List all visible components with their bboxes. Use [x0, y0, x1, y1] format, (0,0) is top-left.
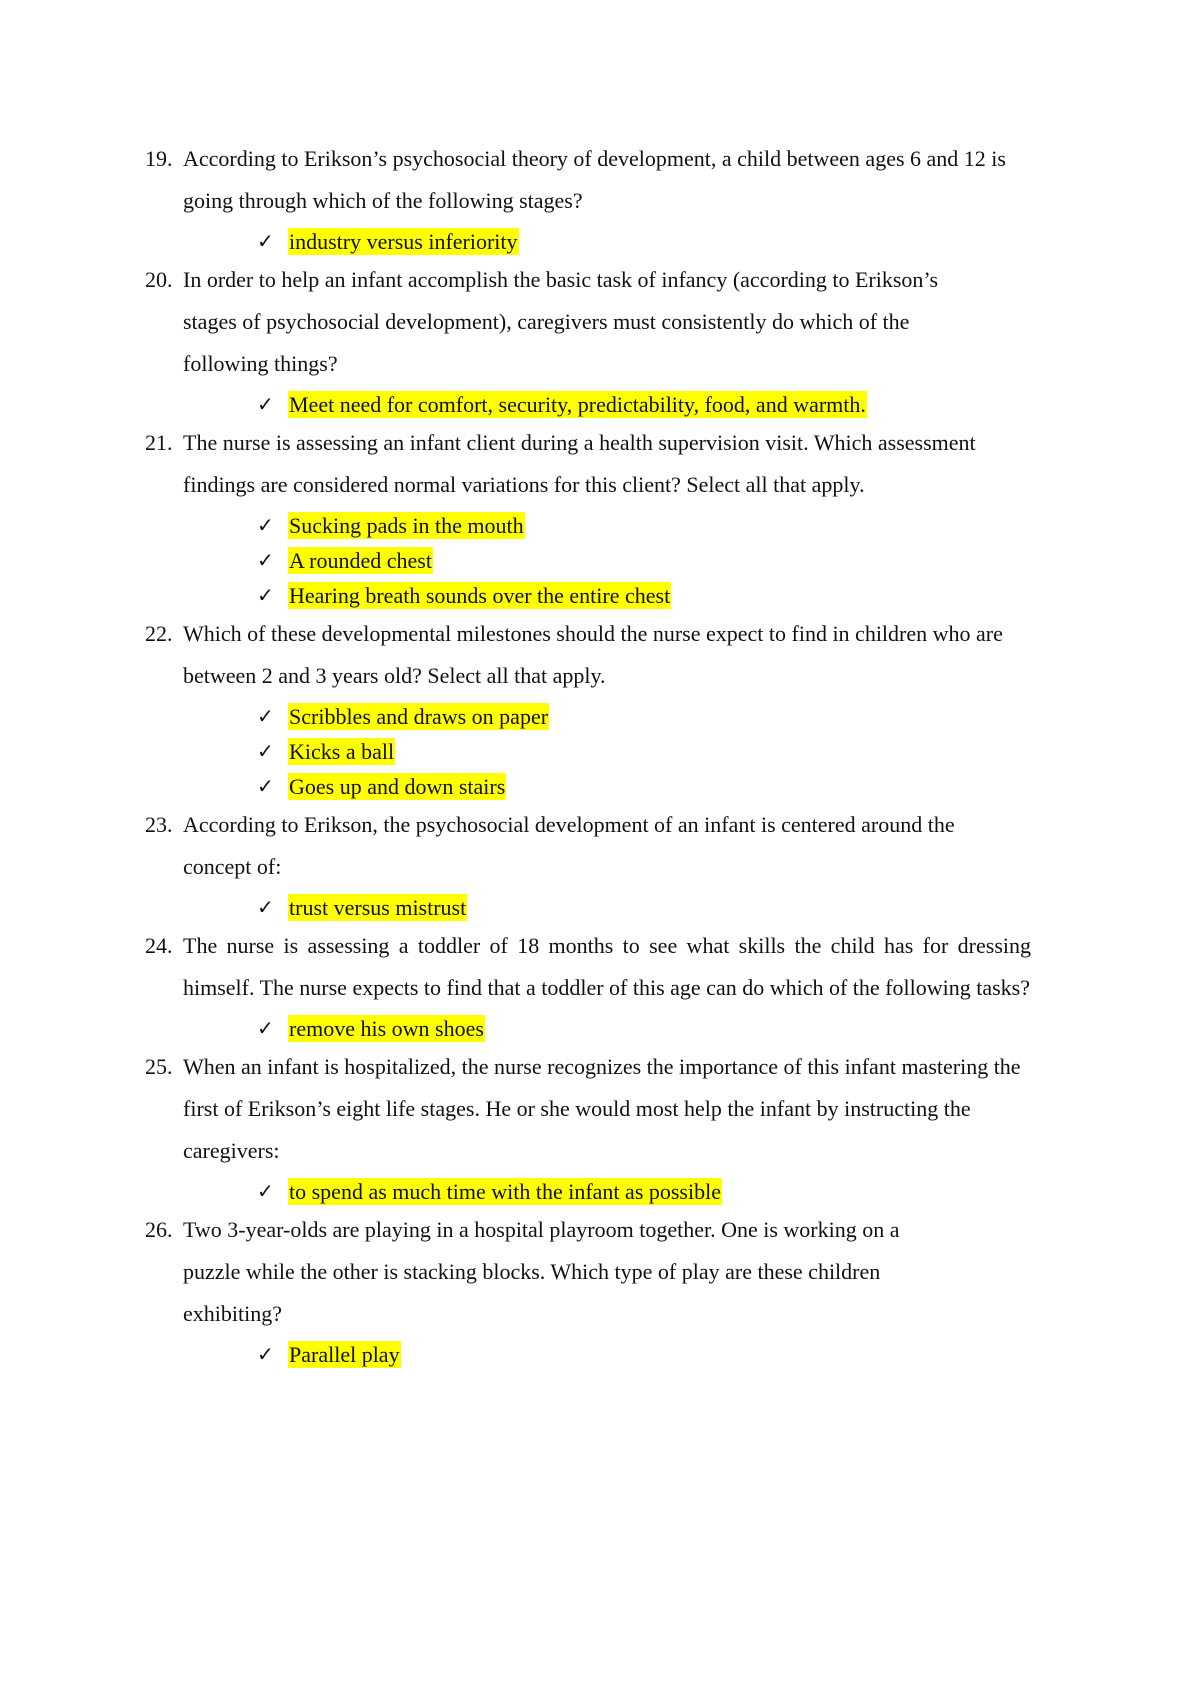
answer-list [183, 697, 1075, 804]
question-text: According to Erikson, the psychosocial development of an infant is centered around the concept of: [183, 812, 955, 879]
answer-item [257, 734, 1075, 769]
highlighted-answer: Goes up and down stairs [289, 774, 506, 799]
question-text: Two 3-year-olds are playing in a hospital playroom together. One is working on a puzzle while the other is stacking blocks. Which type of play are these children exhibiting? [183, 1217, 900, 1326]
answer-list [183, 222, 1075, 259]
check-mark-icon: ✓ [257, 392, 274, 416]
question-20 [145, 259, 1075, 422]
highlighted-answer: to spend as much time with the infant as possible [289, 1179, 721, 1204]
highlighted-answer: A rounded chest [289, 548, 432, 573]
check-mark-icon: ✓ [257, 548, 274, 572]
question-text: The nurse is assessing an infant client during a health supervision visit. Which assessment findings are considered normal variations for this client? Select all that apply. [183, 430, 976, 497]
question-number: 24. [145, 933, 173, 958]
answer-item [257, 769, 1075, 804]
answer-list [183, 1009, 1075, 1046]
answer-item [257, 890, 1075, 925]
highlighted-answer: trust versus mistrust [289, 895, 467, 920]
answer-list [183, 1335, 1075, 1372]
answer-list [183, 385, 1075, 422]
answer-item [257, 699, 1075, 734]
question-text: Which of these developmental milestones should the nurse expect to find in children who are between 2 and 3 years old? Select all that apply. [183, 621, 1003, 688]
highlighted-answer: Kicks a ball [289, 739, 395, 764]
answer-item [257, 1337, 1075, 1372]
check-mark-icon: ✓ [257, 1016, 274, 1040]
question-number: 20. [145, 267, 173, 292]
question-text: The nurse is assessing a toddler of 18 months to see what skills the child has for dressing himself. The nurse expects to find that a toddler of this age can do which of the following tasks? [183, 933, 1031, 1000]
question-number: 25. [145, 1054, 173, 1079]
check-mark-icon: ✓ [257, 583, 274, 607]
question-text: When an infant is hospitalized, the nurse recognizes the importance of this infant mastering the first of Erikson’s eight life stages. He or she would most help the infant by instructing the caregivers: [183, 1054, 1021, 1163]
question-number: 26. [145, 1217, 173, 1242]
highlighted-answer: Hearing breath sounds over the entire chest [289, 583, 671, 608]
answer-item [257, 1011, 1075, 1046]
answer-item [257, 508, 1075, 543]
question-number: 22. [145, 621, 173, 646]
question-list [145, 138, 1075, 1372]
question-text: In order to help an infant accomplish the basic task of infancy (according to Erikson’s stages of psychosocial development), caregivers must consistently do which of the following things? [183, 267, 939, 376]
answer-list [183, 1172, 1075, 1209]
highlighted-answer: remove his own shoes [289, 1016, 484, 1041]
answer-list [183, 888, 1075, 925]
question-number: 21. [145, 430, 173, 455]
check-mark-icon: ✓ [257, 1179, 274, 1203]
highlighted-answer: Parallel play [289, 1342, 400, 1367]
highlighted-answer: Scribbles and draws on paper [289, 704, 549, 729]
question-23 [145, 804, 1075, 925]
question-24 [145, 925, 1075, 1046]
answer-item [257, 543, 1075, 578]
question-22 [145, 613, 1075, 804]
check-mark-icon: ✓ [257, 895, 274, 919]
check-mark-icon: ✓ [257, 739, 274, 763]
check-mark-icon: ✓ [257, 229, 274, 253]
question-number: 23. [145, 812, 173, 837]
check-mark-icon: ✓ [257, 513, 274, 537]
question-21 [145, 422, 1075, 613]
answer-item [257, 224, 1075, 259]
question-number: 19. [145, 146, 173, 171]
answer-item [257, 578, 1075, 613]
check-mark-icon: ✓ [257, 774, 274, 798]
question-19 [145, 138, 1075, 259]
answer-item [257, 387, 1075, 422]
question-26 [145, 1209, 1075, 1372]
highlighted-answer: Meet need for comfort, security, predictability, food, and warmth. [289, 392, 866, 417]
answer-item [257, 1174, 1075, 1209]
check-mark-icon: ✓ [257, 1342, 274, 1366]
question-25 [145, 1046, 1075, 1209]
answer-list [183, 506, 1075, 613]
highlighted-answer: Sucking pads in the mouth [289, 513, 524, 538]
highlighted-answer: industry versus inferiority [289, 229, 518, 254]
question-text: According to Erikson’s psychosocial theory of development, a child between ages 6 and 12 is going through which of the following stages? [183, 146, 1006, 213]
check-mark-icon: ✓ [257, 704, 274, 728]
